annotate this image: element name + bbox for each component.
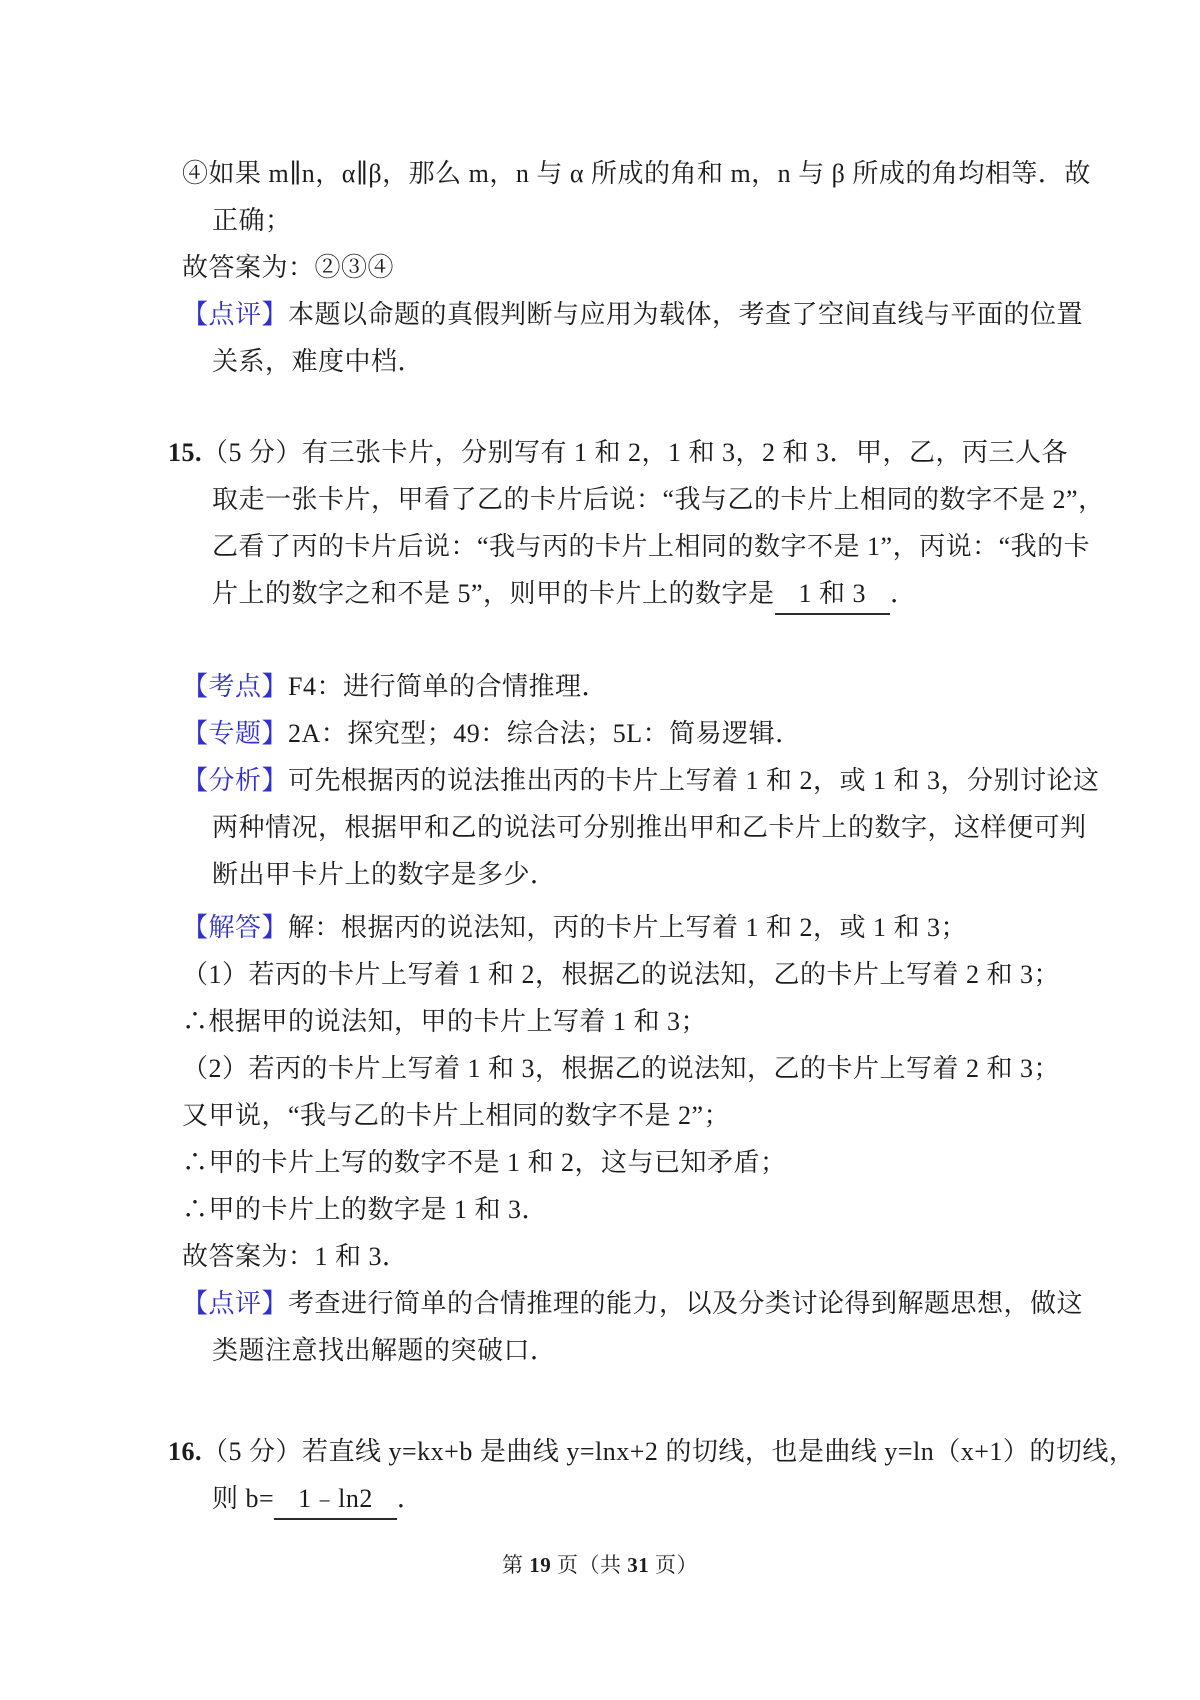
text-run: 正确； <box>212 206 292 235</box>
text-run: ∴甲的卡片上写的数字不是 1 和 2，这与已知矛盾； <box>182 1148 787 1177</box>
bold-text: 15. <box>168 438 202 467</box>
text-run: 关系，难度中档． <box>212 347 425 376</box>
text-run: ． <box>396 1484 424 1513</box>
q15-stem-line2 <box>0 476 1200 523</box>
text-run: F4：进行简单的合情推理． <box>288 672 608 701</box>
section-label: 【解答】 <box>182 913 289 942</box>
text-run: 解：根据丙的说法知，丙的卡片上写着 1 和 2，或 1 和 3； <box>288 913 968 942</box>
text-run: 页（共 <box>551 1553 628 1577</box>
text-run: 取走一张卡片，甲看了乙的卡片后说：“我与乙的卡片上相同的数字不是 2”， <box>212 485 1105 514</box>
text-run: 故答案为：②③④ <box>182 253 395 282</box>
text-run: ． <box>890 579 917 608</box>
q15-comment-line1 <box>0 1280 1200 1327</box>
q14-item4-line2 <box>0 197 1200 244</box>
q15-fenxi-line2 <box>0 804 1200 851</box>
text-run: 又甲说，“我与乙的卡片上相同的数字不是 2”； <box>182 1101 731 1130</box>
text-run: 两种情况，根据甲和乙的说法可分别推出甲和乙卡片上的数字，这样便可判 <box>212 813 1087 842</box>
bold-text: 31 <box>627 1553 650 1577</box>
text-run: 考查进行简单的合情推理的能力，以及分类讨论得到解题思想，做这 <box>288 1289 1084 1318</box>
q15-fenxi-line3 <box>0 851 1200 898</box>
q14-comment-line2 <box>0 338 1200 385</box>
q15-jieda-line3 <box>0 998 1200 1045</box>
text-run: （2）若丙的卡片上写着 1 和 3，根据乙的说法知，乙的卡片上写着 2 和 3； <box>182 1054 1061 1083</box>
q15-stem-line3 <box>0 523 1200 570</box>
text-run: 则 b= <box>212 1484 275 1513</box>
text-run: ④如果 m∥n，α∥β，那么 m，n 与 α 所成的角和 m，n 与 β 所成的角均相等．故 <box>182 159 1091 188</box>
text-run: 类题注意找出解题的突破口． <box>212 1336 557 1365</box>
text-run: 2A：探究型；49：综合法；5L：简易逻辑． <box>288 719 802 748</box>
q14-comment-line1 <box>0 291 1200 338</box>
text-run: 页） <box>649 1553 698 1577</box>
text-run: 断出甲卡片上的数字是多少． <box>212 860 557 889</box>
q15-jieda-line4 <box>0 1045 1200 1092</box>
text-run: ∴甲的卡片上的数字是 1 和 3． <box>182 1195 549 1224</box>
answer-blank: 1﹣ln2 <box>274 1480 397 1520</box>
text-run: 本题以命题的真假判断与应用为载体，考查了空间直线与平面的位置 <box>288 300 1084 329</box>
text-run: （5 分）有三张卡片，分别写有 1 和 2，1 和 3，2 和 3．甲，乙，丙三人各 <box>202 438 1069 467</box>
text-run: 可先根据丙的说法推出丙的卡片上写着 1 和 2，或 1 和 3，分别讨论这 <box>288 766 1100 795</box>
text-run: 乙看了丙的卡片后说：“我与丙的卡片上相同的数字不是 1”，丙说：“我的卡 <box>212 532 1091 561</box>
section-label: 【点评】 <box>182 300 289 329</box>
text-run: ∴根据甲的说法知，甲的卡片上写着 1 和 3； <box>182 1007 708 1036</box>
section-label: 【专题】 <box>182 719 289 748</box>
q15-jieda-line7 <box>0 1186 1200 1233</box>
section-label: 【分析】 <box>182 766 289 795</box>
q15-jieda-line5 <box>0 1092 1200 1139</box>
q15-comment-line2 <box>0 1327 1200 1374</box>
page-footer <box>0 1545 1200 1585</box>
bold-text: 19 <box>529 1553 552 1577</box>
section-label: 【考点】 <box>182 672 289 701</box>
text-run: 第 <box>502 1553 530 1577</box>
text-run: （1）若丙的卡片上写着 1 和 2，根据乙的说法知，乙的卡片上写着 2 和 3； <box>182 960 1061 989</box>
text-run: （5 分）若直线 y=kx+b 是曲线 y=lnx+2 的切线，也是曲线 y=ln（x+1）的切线， <box>202 1437 1136 1466</box>
q16-stem-line1 <box>0 1428 1200 1475</box>
text-run: 片上的数字之和不是 5”，则甲的卡片上的数字是 <box>212 579 775 608</box>
q15-jieda-line1 <box>0 904 1200 951</box>
text-run: 故答案为：1 和 3． <box>182 1242 409 1271</box>
answer-blank: 1 和 3 <box>775 575 891 615</box>
bold-text: 16. <box>168 1437 202 1466</box>
q15-fenxi-line1 <box>0 757 1200 804</box>
q14-item4-line <box>0 150 1200 197</box>
q15-stem-line4 <box>0 570 1200 617</box>
q16-stem-line2 <box>0 1475 1200 1522</box>
section-label: 【点评】 <box>182 1289 289 1318</box>
q15-kaodian-line <box>0 663 1200 710</box>
q15-jieda-line6 <box>0 1139 1200 1186</box>
document-body <box>0 150 1200 1522</box>
q15-jieda-line2 <box>0 951 1200 998</box>
q15-stem-line1 <box>0 429 1200 476</box>
q15-zhuanti-line <box>0 710 1200 757</box>
q15-answer-line <box>0 1233 1200 1280</box>
q14-answer-line <box>0 244 1200 291</box>
